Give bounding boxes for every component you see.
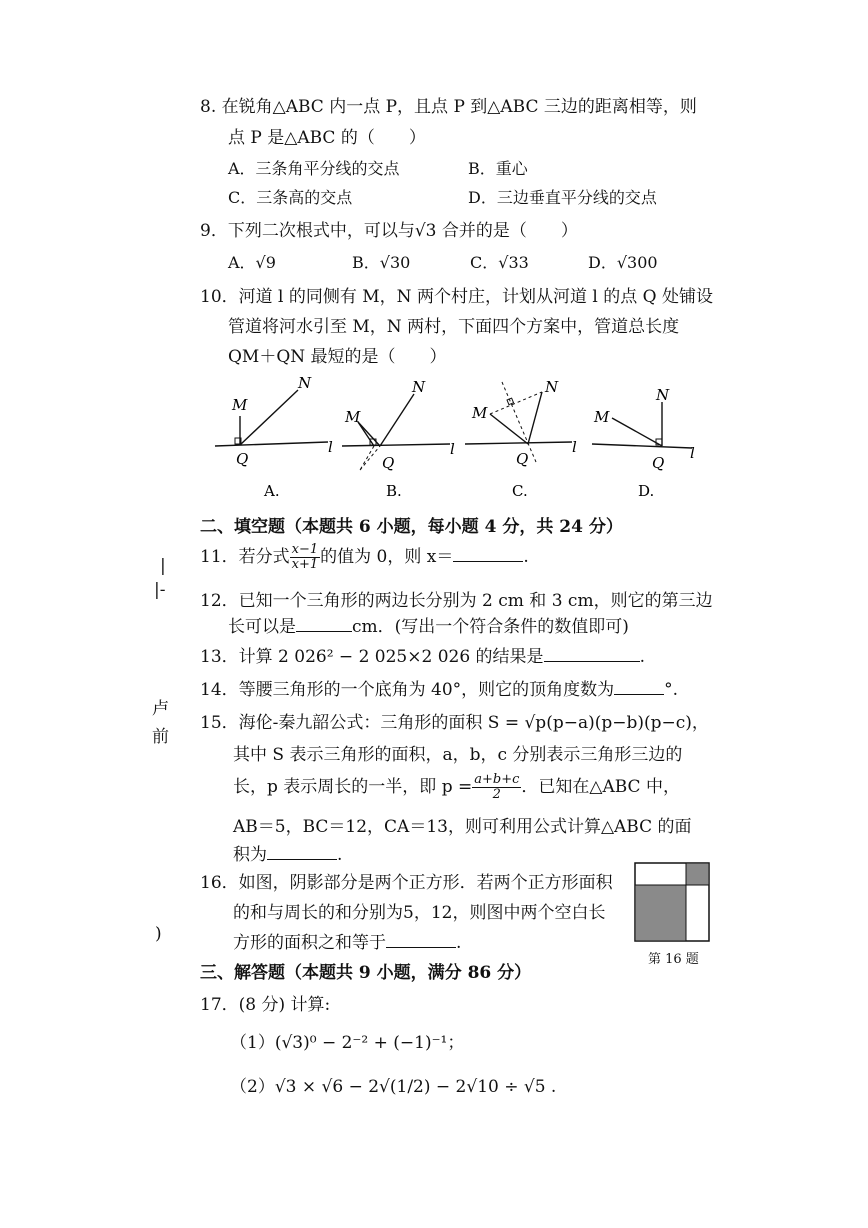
q16-small-shaded-square (686, 863, 709, 885)
q10-c-label-n: N (545, 378, 559, 396)
section-2-heading: 二、填空题（本题共 6 小题，每小题 4 分，共 24 分） (200, 517, 623, 537)
q8-option-a: A．三条角平分线的交点 (228, 159, 400, 178)
q10-b-label-q: Q (382, 454, 395, 472)
q15-denominator: 2 (492, 787, 501, 802)
q10-b-label-m: M (345, 408, 361, 426)
q10-c-label-l: l (572, 438, 577, 456)
q11-pre: 11．若分式 (200, 547, 290, 567)
q11-end: . (523, 547, 529, 567)
q10-d-label-l: l (690, 444, 695, 462)
q10-d-label-q: Q (652, 454, 665, 472)
q10-caption-d: D. (638, 482, 655, 500)
q9-option-c: C．√33 (470, 253, 529, 272)
q15-line5-pre: 积为 (233, 845, 267, 865)
q16-line3 (233, 928, 461, 953)
q17-part2: （2）√3 × √6 − 2√(1/2) − 2√10 ÷ √5 . (230, 1077, 557, 1097)
q10-diagram-c (465, 378, 577, 500)
q10-d-label-n: N (656, 386, 670, 404)
q10-caption-b: B. (386, 482, 402, 500)
q10-a-label-m: M (232, 396, 248, 414)
q13-text (200, 642, 645, 667)
q12-line2 (228, 612, 629, 637)
q12-line1: 12．已知一个三角形的两边长分别为 2 cm 和 3 cm，则它的第三边 (200, 591, 713, 611)
q10-caption-c: C. (512, 482, 528, 500)
q17-part1: （1）(√3)⁰ − 2⁻² + (−1)⁻¹； (230, 1033, 465, 1053)
q16-answer-blank[interactable] (386, 933, 456, 948)
margin-mark-2: |- (154, 580, 166, 600)
q16-line3-post: . (456, 933, 462, 953)
q15-fraction (472, 773, 521, 802)
q15-line2: 其中 S 表示三角形的面积，a，b，c 分别表示三角形三边的 (233, 745, 683, 765)
q9-option-b: B．√30 (352, 253, 411, 272)
q10-diagram-d (592, 386, 695, 500)
q14-answer-blank[interactable] (614, 680, 664, 695)
section-3-heading: 三、解答题（本题共 9 小题，满分 86 分） (200, 963, 532, 983)
q10-line1: 10．河道 l 的同侧有 M，N 两个村庄，计划从河道 l 的点 Q 处铺设 (200, 287, 713, 307)
q15-line3-pre: 长，p 表示周长的一半，即 p = (233, 777, 473, 797)
q14-end: °. (664, 680, 679, 700)
q15-answer-blank[interactable] (267, 845, 337, 860)
q8-option-c: C．三条高的交点 (228, 188, 353, 207)
margin-mark-5: ) (155, 924, 162, 944)
margin-mark-4: 前 (152, 727, 169, 747)
q10-c-label-m: M (472, 404, 488, 422)
q15-line3-post: ．已知在△ABC 中， (521, 777, 680, 797)
q8-line1: 8. 在锐角△ABC 内一点 P，且点 P 到△ABC 三边的距离相等，则 (200, 97, 697, 117)
q16-line2: 的和与周长的和分别为5，12，则图中两个空白长 (233, 903, 606, 923)
q11-denominator: x+1 (291, 557, 319, 572)
q10-caption-a: A. (264, 482, 280, 500)
q17-title: 17．(8 分) 计算: (200, 995, 331, 1015)
q10-b-label-n: N (412, 378, 426, 396)
q15-line1: 15．海伦-秦九韶公式：三角形的面积 S = √p(p−a)(p−b)(p−c)， (200, 713, 709, 733)
q9-text: 9．下列二次根式中，可以与√3 合并的是（ ） (200, 221, 578, 241)
q15-line5 (233, 840, 342, 865)
q12-line2-pre: 长可以是 (228, 617, 296, 637)
q10-diagrams (200, 372, 720, 502)
q10-line2: 管道将河水引至 M，N 两村，下面四个方案中，管道总长度 (228, 317, 680, 337)
q15-line5-post: . (337, 845, 343, 865)
q13-answer-blank[interactable] (544, 647, 640, 662)
margin-mark-3: 卢 (152, 699, 169, 719)
q14-pre: 14．等腰三角形的一个底角为 40°，则它的顶角度数为 (200, 680, 615, 700)
q10-a-label-l: l (328, 438, 333, 456)
q16-line1: 16．如图，阴影部分是两个正方形．若两个正方形面积 (200, 873, 613, 893)
q11-numerator: x−1 (291, 542, 319, 557)
margin-mark-1: | (160, 556, 166, 576)
q9-option-a: A．√9 (228, 253, 276, 272)
q11-post: 的值为 0，则 x＝ (320, 547, 454, 567)
q9-option-d: D．√300 (588, 253, 658, 272)
q15-line3 (233, 772, 680, 802)
q12-line2-post: cm．(写出一个符合条件的数值即可) (352, 617, 629, 637)
q16-figure (634, 862, 710, 942)
q10-c-label-q: Q (516, 450, 529, 468)
q10-a-label-n: N (298, 374, 312, 392)
q8-option-b: B．重心 (468, 159, 528, 178)
q15-numerator: a+b+c (474, 772, 520, 787)
q8-line2: 点 P 是△ABC 的（ ） (228, 128, 426, 148)
q11-fraction (290, 543, 321, 572)
q10-diagram-a (215, 374, 333, 500)
q11-text (200, 542, 529, 572)
q13-end: . (639, 647, 645, 667)
q10-diagram-b (342, 378, 455, 500)
q16-large-shaded-square (635, 885, 686, 941)
q16-caption: 第 16 题 (648, 952, 699, 967)
q10-line3: QM＋QN 最短的是（ ） (228, 347, 447, 367)
q11-answer-blank[interactable] (453, 547, 523, 562)
q10-d-label-m: M (594, 408, 610, 426)
q12-answer-blank[interactable] (296, 617, 352, 632)
q15-line4: AB＝5，BC＝12，CA＝13，则可利用公式计算△ABC 的面 (233, 817, 692, 837)
q16-line3-pre: 方形的面积之和等于 (233, 933, 386, 953)
q10-b-label-l: l (450, 440, 455, 458)
q13-pre: 13．计算 2 026² − 2 025×2 026 的结果是 (200, 647, 544, 667)
q8-option-d: D．三边垂直平分线的交点 (468, 188, 657, 207)
q14-text (200, 675, 678, 700)
q10-a-label-q: Q (236, 450, 249, 468)
